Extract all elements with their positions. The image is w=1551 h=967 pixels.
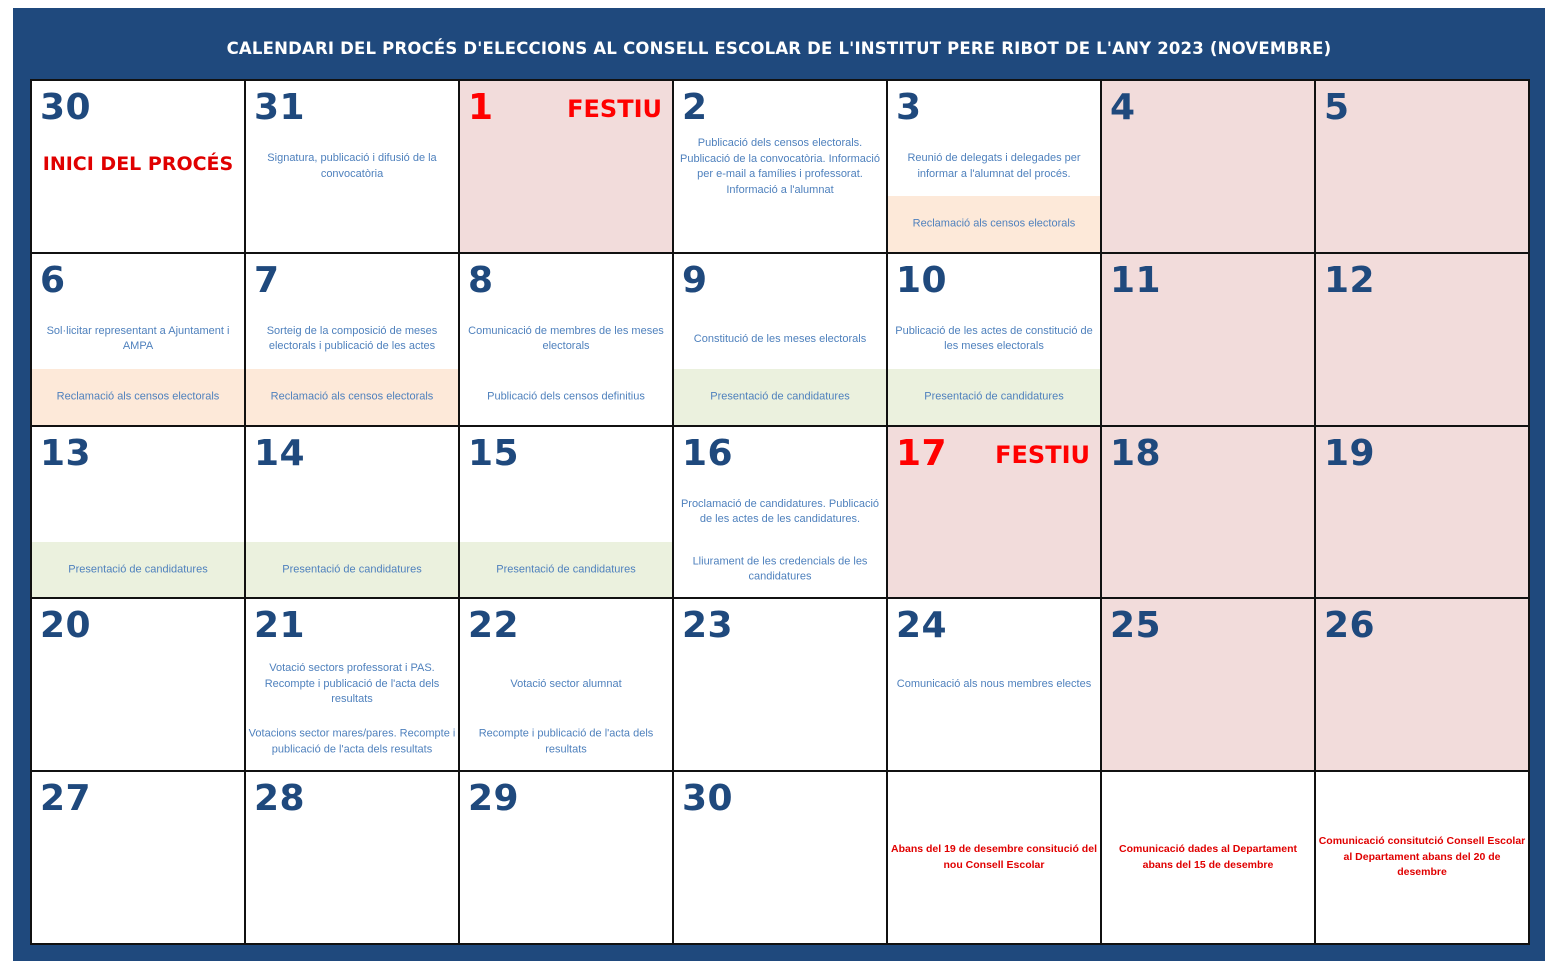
day-cell-16 xyxy=(674,427,886,598)
deadline-note: Abans del 19 de desembre consitució del nou Consell Escolar xyxy=(891,843,1097,871)
event-text: Constitució de les meses electorals xyxy=(693,332,867,345)
day-number: 23 xyxy=(682,605,734,647)
event-band xyxy=(32,542,244,598)
event-text: Reclamació als censos electorals xyxy=(270,390,434,403)
day-cell-oct-31 xyxy=(246,81,458,252)
day-cell-21 xyxy=(246,599,458,770)
day-cell-4 xyxy=(1102,81,1314,252)
day-number: 28 xyxy=(254,778,306,820)
day-cell-27 xyxy=(32,772,244,943)
day-cell-18 xyxy=(1102,427,1314,598)
day-number: 8 xyxy=(468,259,494,301)
day-cell-13 xyxy=(32,427,244,598)
event-text: Votacions sector mares/pares. Recompte i publicació de l'acta dels resultats xyxy=(248,727,456,756)
day-number: 18 xyxy=(1110,432,1162,474)
day-cell-22 xyxy=(460,599,672,770)
event-text: Sol·licitar representant a Ajuntament i AMPA xyxy=(46,324,230,353)
calendar-grid xyxy=(30,79,1530,945)
event-band xyxy=(460,542,672,598)
day-number: 27 xyxy=(40,778,92,820)
day-cell-8 xyxy=(460,254,672,425)
day-cell-1 xyxy=(460,81,672,252)
day-number: 20 xyxy=(40,605,92,647)
deadline-note-cell xyxy=(1316,772,1528,943)
event-band xyxy=(460,369,672,425)
event-text: Publicació dels censos definitius xyxy=(487,390,645,403)
event-text: Comunicació de membres de les meses electorals xyxy=(468,324,664,353)
day-number: 22 xyxy=(468,605,520,647)
event-text: Publicació de les actes de constitució de les meses electorals xyxy=(895,324,1093,353)
day-number: 15 xyxy=(468,432,520,474)
day-number: 5 xyxy=(1324,87,1350,128)
event-text: Reclamació als censos electorals xyxy=(56,390,220,403)
day-number: 1 xyxy=(468,87,494,128)
day-cell-25 xyxy=(1102,599,1314,770)
event-text: Reclamació als censos electorals xyxy=(912,217,1076,230)
event-band xyxy=(888,369,1100,425)
day-cell-30 xyxy=(674,772,886,943)
day-number: 9 xyxy=(682,259,708,301)
event-band xyxy=(460,714,672,770)
event-band xyxy=(674,369,886,425)
event-text: Presentació de candidatures xyxy=(68,562,208,575)
day-cell-2 xyxy=(674,81,886,252)
day-number: 6 xyxy=(40,259,66,301)
event-text: Presentació de candidatures xyxy=(282,562,422,575)
day-number: 26 xyxy=(1324,605,1376,647)
day-number: 16 xyxy=(682,432,734,474)
day-number: 4 xyxy=(1110,87,1136,128)
event-band xyxy=(888,196,1100,252)
event-text: Recompte i publicació de l'acta dels resultats xyxy=(478,727,654,756)
day-cell-14 xyxy=(246,427,458,598)
day-cell-28 xyxy=(246,772,458,943)
day-cell-26 xyxy=(1316,599,1528,770)
event-text: Presentació de candidatures xyxy=(710,390,850,403)
day-cell-19 xyxy=(1316,427,1528,598)
day-cell-24 xyxy=(888,599,1100,770)
day-cell-6 xyxy=(32,254,244,425)
day-number: 30 xyxy=(682,778,734,820)
day-cell-20 xyxy=(32,599,244,770)
day-cell-29 xyxy=(460,772,672,943)
calendar-frame xyxy=(13,8,1545,961)
day-number: 11 xyxy=(1110,259,1162,301)
event-text: Lliurament de les credencials de les candidatures xyxy=(692,555,868,583)
event-text: Sorteig de la composició de meses electorals i publicació de les actes xyxy=(266,324,438,353)
event-text: Comunicació als nous membres electes xyxy=(896,678,1092,691)
process-start-label: INICI DEL PROCÉS xyxy=(42,153,234,175)
day-number: 31 xyxy=(254,87,306,128)
day-number: 2 xyxy=(682,87,708,128)
deadline-note: Comunicació consitutció Consell Escolar al Departament abans del 20 de desembre xyxy=(1318,835,1526,879)
event-band xyxy=(246,714,458,770)
day-number: 21 xyxy=(254,605,306,647)
day-number: 3 xyxy=(896,87,922,128)
day-number: 30 xyxy=(40,87,92,128)
event-band xyxy=(246,369,458,425)
event-text: Proclamació de candidatures. Publicació de les actes de les candidatures. xyxy=(680,497,880,526)
day-number: 14 xyxy=(254,432,306,474)
deadline-note: Comunicació dades al Departament abans del 15 de desembre xyxy=(1119,843,1297,871)
calendar-title: CALENDARI DEL PROCÉS D'ELECCIONS AL CONSELL ESCOLAR DE L'INSTITUT PERE RIBOT DE L'ANY 2023 (NOVEMBRE) xyxy=(226,39,1332,58)
event-text: Presentació de candidatures xyxy=(924,390,1064,403)
day-number: 13 xyxy=(40,432,92,474)
day-cell-9 xyxy=(674,254,886,425)
day-cell-7 xyxy=(246,254,458,425)
event-band xyxy=(246,542,458,598)
day-number: 25 xyxy=(1110,605,1162,647)
event-band xyxy=(674,542,886,598)
day-cell-23 xyxy=(674,599,886,770)
day-cell-11 xyxy=(1102,254,1314,425)
event-text: Reunió de delegats i delegades per informar a l'alumnat del procés. xyxy=(907,152,1081,180)
day-number: 12 xyxy=(1324,259,1376,301)
event-text: Votació sectors professorat i PAS. Recompte i publicació de l'acta dels resultats xyxy=(264,662,440,706)
day-cell-15 xyxy=(460,427,672,598)
day-number: 19 xyxy=(1324,432,1376,474)
day-cell-12 xyxy=(1316,254,1528,425)
day-number: 24 xyxy=(896,605,948,647)
day-cell-oct-30 xyxy=(32,81,244,252)
day-cell-10 xyxy=(888,254,1100,425)
day-number: 7 xyxy=(254,259,280,301)
day-cell-3 xyxy=(888,81,1100,252)
day-cell-5 xyxy=(1316,81,1528,252)
holiday-label: FESTIU xyxy=(567,95,662,123)
event-text: Publicació dels censos electorals. Publicació de la convocatòria. Informació per e-mail a famílies i professorat. Informació a l'alumnat xyxy=(680,137,880,196)
day-number: 17 xyxy=(896,432,948,474)
deadline-note-cell xyxy=(888,772,1100,943)
event-text: Signatura, publicació i difusió de la convocatòria xyxy=(267,152,437,180)
event-text: Presentació de candidatures xyxy=(496,562,636,575)
event-band xyxy=(32,369,244,425)
day-number: 29 xyxy=(468,778,520,820)
day-number: 10 xyxy=(896,259,948,301)
day-cell-17 xyxy=(888,427,1100,598)
event-text: Votació sector alumnat xyxy=(510,678,622,691)
holiday-label: FESTIU xyxy=(995,440,1090,469)
deadline-note-cell xyxy=(1102,772,1314,943)
